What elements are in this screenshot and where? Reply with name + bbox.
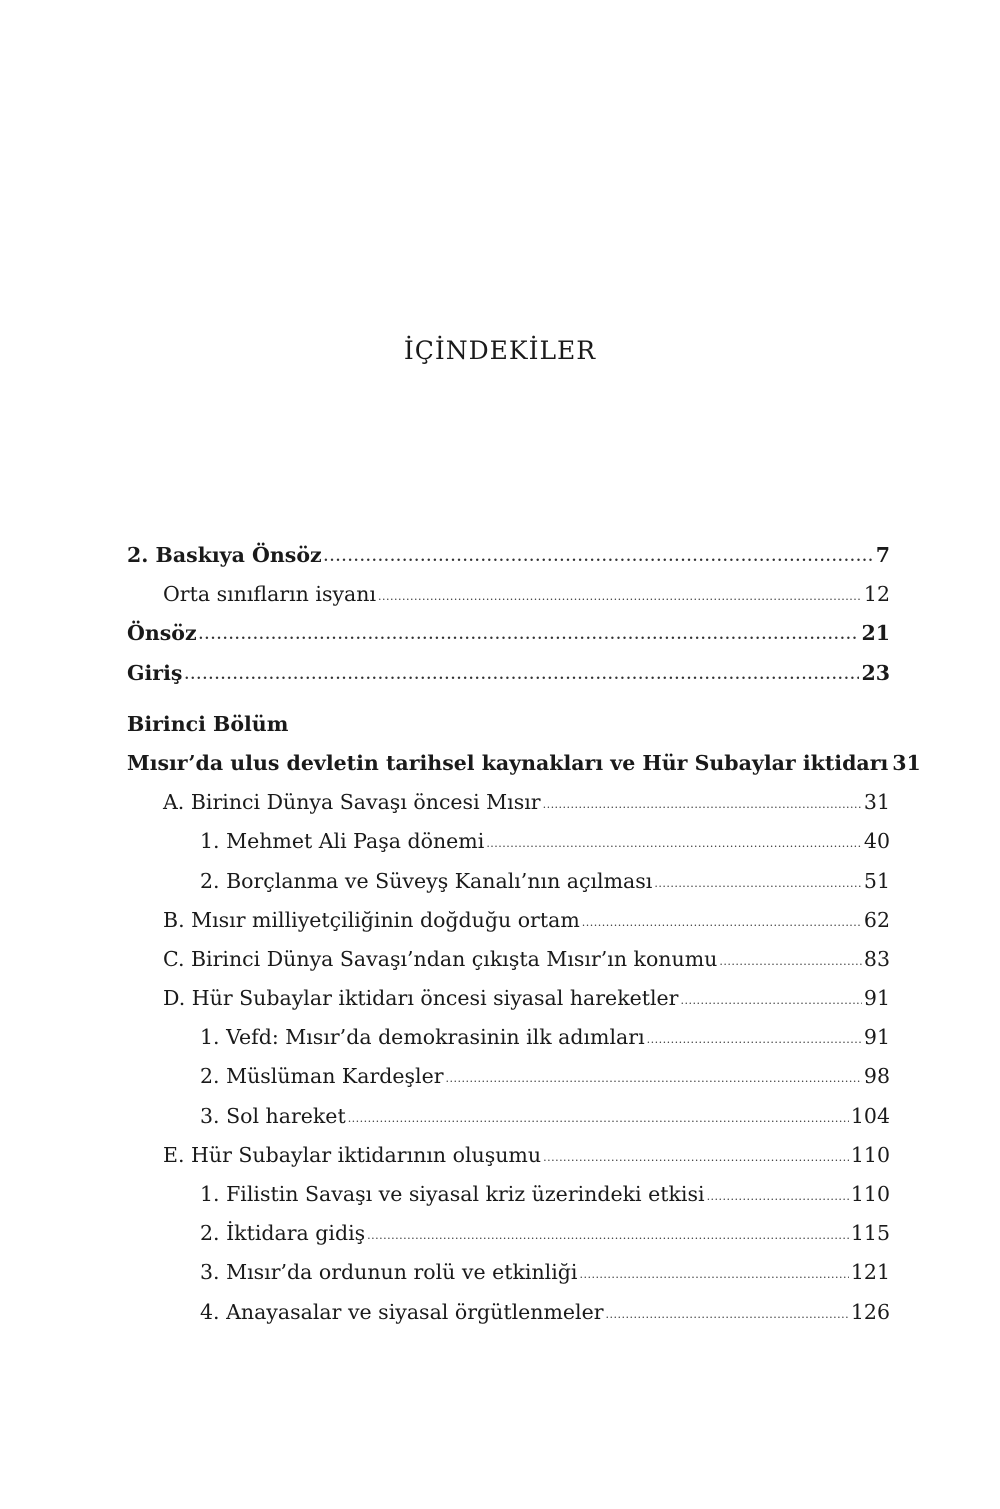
toc-entry-label: E. Hür Subaylar iktidarının oluşumu [163,1142,542,1167]
toc-entry-section-e-3[interactable] [127,1253,890,1292]
toc-entry-preface[interactable] [127,614,890,653]
dot-leader [378,577,862,616]
toc-entry-label: C. Birinci Dünya Savaşı’ndan çıkışta Mısır’ın konumu [163,946,718,971]
toc-entry-page: 110 [850,1142,890,1167]
dot-leader [367,1216,849,1255]
toc-entry-page: 91 [863,986,890,1011]
part-heading: Birinci Bölüm [127,711,289,736]
toc-entry-label: D. Hür Subaylar iktidarı öncesi siyasal hareketler [163,986,679,1011]
dot-leader [579,1255,848,1294]
dot-leader [654,864,862,903]
dot-leader [582,903,862,942]
toc-entry-section-a-2[interactable] [127,862,890,901]
dot-leader [199,616,860,655]
dot-leader [606,1295,849,1334]
toc-entry-introduction[interactable] [127,654,890,693]
toc-entry-label: B. Mısır milliyetçiliğinin doğduğu ortam [163,907,580,932]
toc-entry-label: 4. Anayasalar ve siyasal örgütlenmeler [200,1299,604,1324]
toc-entry-section-d-2[interactable] [127,1057,890,1096]
toc-entry-section-c[interactable] [127,940,890,979]
toc-entry-page: 98 [863,1064,890,1089]
toc-entry-label: A. Birinci Dünya Savaşı öncesi Mısır [163,790,541,815]
dot-leader [543,1138,849,1177]
toc-entry-label: 1. Vefd: Mısır’da demokrasinin ilk adımları [200,1025,645,1050]
toc-entry-page: 7 [875,543,890,567]
dot-leader [446,1059,862,1098]
toc-entry-section-e-1[interactable] [127,1175,890,1214]
toc-entry-section-e[interactable] [127,1136,890,1175]
dot-leader [680,981,861,1020]
toc-entry-page: 115 [850,1221,890,1246]
toc-entry-second-edition-preface[interactable] [127,536,890,575]
toc-entry-middle-class-revolt[interactable] [127,575,890,614]
dot-leader [719,942,862,981]
toc-entry-label: 1. Mehmet Ali Paşa dönemi [200,829,485,854]
toc-entry-page: 51 [863,868,890,893]
toc-entry-page: 104 [850,1103,890,1128]
toc-entry-page: 62 [863,907,890,932]
toc-entry-label: Giriş [127,660,183,685]
toc-entry-section-e-2[interactable] [127,1214,890,1253]
toc-entry-label: 2. İktidara gidiş [200,1221,366,1246]
dot-leader [543,785,862,824]
toc-entry-section-d-1[interactable] [127,1018,890,1057]
toc-entry-label: 2. Borçlanma ve Süveyş Kanalı’nın açılması [200,868,653,893]
toc-entry-label: 2. Müslüman Kardeşler [200,1064,444,1089]
toc-entry-section-d[interactable] [127,979,890,1018]
toc-entry-page: 23 [861,660,890,685]
toc-entry-label: 1. Filistin Savaşı ve siyasal kriz üzerindeki etkisi [200,1182,705,1206]
dot-leader [707,1177,849,1216]
toc-entry-page: 12 [863,582,890,607]
toc-entry-page: 91 [863,1025,890,1050]
dot-leader [184,656,859,695]
toc-entry-label: 3. Mısır’da ordunun rolü ve etkinliği [200,1260,578,1285]
toc-entry-section-e-4[interactable] [127,1293,890,1332]
toc-entry-label: Önsöz [127,621,197,646]
toc-entry-section-a[interactable] [127,783,890,822]
page-title: İÇİNDEKİLER [403,336,597,365]
toc-entry-label: 2. Baskıya Önsöz [127,543,322,567]
toc-entry-section-b[interactable] [127,901,890,940]
toc-entry-label: Mısır’da ulus devletin tarihsel kaynakları ve Hür Subaylar iktidarı [127,750,889,775]
toc-entry-section-a-1[interactable] [127,822,890,861]
dot-leader [324,538,874,577]
dot-leader [486,824,862,863]
toc-entry-label: Orta sınıfların isyanı [163,582,377,607]
toc-entry-label: 3. Sol hareket [200,1103,346,1128]
toc-entry-section-d-3[interactable] [127,1097,890,1136]
toc-entry-page: 110 [850,1182,890,1206]
toc-entry-page: 40 [863,829,890,854]
table-of-contents [127,536,921,1332]
toc-entry-page: 21 [861,621,890,646]
dot-leader [647,1020,862,1059]
toc-entry-page: 121 [850,1260,890,1285]
toc-entry-page: 126 [850,1299,890,1324]
toc-entry-page: 31 [863,790,890,815]
toc-entry-page: 83 [863,946,890,971]
dot-leader [348,1099,849,1138]
toc-entry-page: 31 [892,750,921,775]
toc-entry-chapter-title[interactable] [127,744,921,783]
